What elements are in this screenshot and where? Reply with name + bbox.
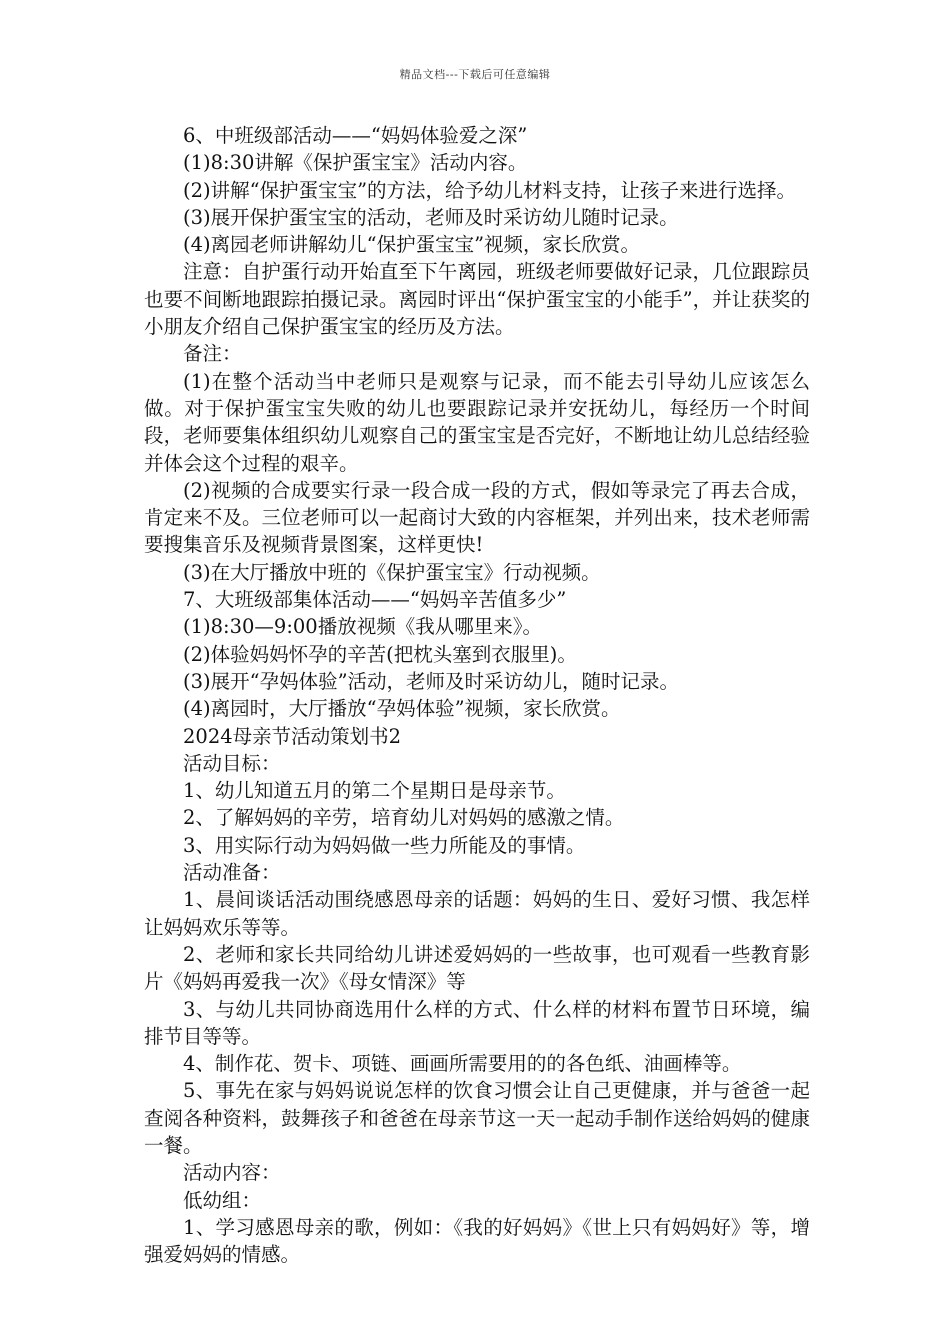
section-heading-6: 6、中班级部活动——“妈妈体验爱之深”: [183, 124, 528, 147]
paragraph: (4)离园老师讲解幼儿“保护蛋宝宝”视频，家长欣赏。: [183, 233, 641, 257]
paragraph: (1)8:30—9:00播放视频《我从哪里来》。: [183, 615, 542, 639]
goals-heading: 活动目标：: [183, 751, 281, 775]
paragraph: 4、制作花、贺卡、项链、画画所需要用的的各色纸、油画棒等。: [183, 1052, 742, 1076]
paragraph: (1)在整个活动当中老师只是观察与记录，而不能去引导幼儿应该怎么做。对于保护蛋宝宝失败的幼儿也要跟踪记录并安抚幼儿，每经历一个时间段，老师要集体组织幼儿观察自己的蛋宝宝是否完好，不断地让幼儿总结经验并体会这个过程的艰辛。: [144, 369, 810, 475]
document-body: [144, 122, 810, 1268]
paragraph: (2)视频的合成要实行录一段合成一段的方式，假如等录完了再去合成，肯定来不及。三位老师可以一起商讨大致的内容框架，并列出来，技术老师需要搜集音乐及视频背景图案，这样更快!: [144, 478, 810, 557]
section-heading-7: 7、大班级部集体活动——“妈妈辛苦值多少”: [183, 588, 567, 612]
paragraph: 1、幼儿知道五月的第二个星期日是母亲节。: [183, 779, 566, 803]
paragraph: (2)体验妈妈怀孕的辛苦(把枕头塞到衣服里)。: [183, 642, 577, 666]
paragraph: 3、与幼儿共同协商选用什么样的方式、什么样的材料布置节日环境，编排节目等等。: [144, 997, 810, 1048]
note-paragraph: 注意：自护蛋行动开始直至下午离园，班级老师要做好记录，几位跟踪员也要不间断地跟踪拍摄记录。离园时评出“保护蛋宝宝的小能手”，并让获奖的小朋友介绍自己保护蛋宝宝的经历及方法。: [144, 260, 810, 339]
paragraph: (3)展开“孕妈体验”活动，老师及时采访幼儿，随时记录。: [183, 669, 680, 693]
paragraph: (2)讲解“保护蛋宝宝”的方法，给予幼儿材料支持，让孩子来进行选择。: [183, 178, 797, 202]
paragraph: 2、老师和家长共同给幼儿讲述爱妈妈的一些故事，也可观看一些教育影片《妈妈再爱我一次》《母女情深》等: [144, 942, 810, 994]
preparation-heading: 活动准备：: [183, 861, 281, 885]
paragraph: (4)离园时，大厅播放“孕妈体验”视频，家长欣赏。: [183, 697, 621, 721]
content-heading: 活动内容：: [183, 1161, 281, 1185]
paragraph: 2、了解妈妈的辛劳，培育幼儿对妈妈的感激之情。: [183, 806, 625, 830]
paragraph: 1、学习感恩母亲的歌，例如：《我的好妈妈》《世上只有妈妈好》等，增强爱妈妈的情感。: [144, 1215, 810, 1267]
paragraph: (3)展开保护蛋宝宝的活动，老师及时采访幼儿随时记录。: [183, 205, 679, 229]
page-header: 精品文档---下载后可任意编辑: [399, 68, 551, 81]
paragraph: 3、用实际行动为妈妈做一些力所能及的事情。: [183, 833, 586, 857]
document-title: 2024母亲节活动策划书2: [183, 724, 402, 748]
paragraph: 5、事先在家与妈妈说说怎样的饮食习惯会让自己更健康，并与爸爸一起查阅各种资料，鼓舞孩子和爸爸在母亲节这一天一起动手制作送给妈妈的健康一餐。: [144, 1079, 810, 1157]
paragraph: (3)在大厅播放中班的《保护蛋宝宝》行动视频。: [183, 560, 601, 584]
paragraph: 1、晨间谈话活动围绕感恩母亲的话题：妈妈的生日、爱好习惯、我怎样让妈妈欢乐等等。: [144, 888, 810, 939]
paragraph: (1)8:30讲解《保护蛋宝宝》活动内容。: [183, 151, 528, 175]
group-heading: 低幼组：: [183, 1188, 262, 1212]
remarks-heading: 备注：: [183, 342, 242, 366]
